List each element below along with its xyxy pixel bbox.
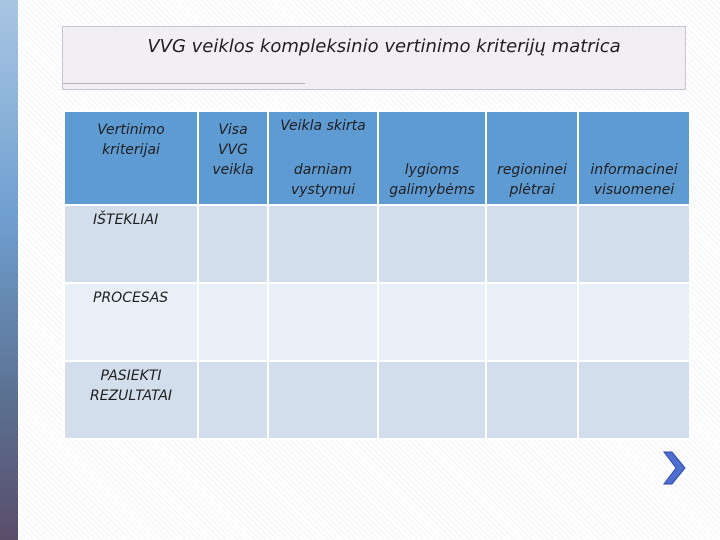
table-cell[interactable]	[378, 361, 486, 439]
header-col-3: regioninei plėtrai	[497, 162, 567, 198]
table-cell[interactable]	[268, 283, 378, 361]
header-whole-activity	[198, 111, 268, 205]
table-cell[interactable]	[198, 205, 268, 283]
table-cell[interactable]	[198, 283, 268, 361]
header-regional-development	[486, 111, 578, 205]
table-cell[interactable]	[578, 283, 690, 361]
header-col-1: darniam vystymui	[290, 162, 356, 198]
row-label	[64, 361, 198, 439]
header-sustainable-development	[268, 111, 378, 205]
table-cell[interactable]	[198, 361, 268, 439]
header-equal-opportunities	[378, 111, 486, 205]
header-col-2: lygioms galimybėms	[389, 162, 475, 198]
row-label-text: PASIEKTI REZULTATAI	[89, 368, 173, 404]
title-box	[62, 26, 686, 90]
table-header-row	[64, 111, 690, 205]
table-cell[interactable]	[486, 283, 578, 361]
table-row	[64, 283, 690, 361]
table-cell[interactable]	[268, 205, 378, 283]
table-cell[interactable]	[578, 205, 690, 283]
criteria-matrix	[63, 110, 691, 440]
header-information-society	[578, 111, 690, 205]
header-col-4: informacinei visuomenei	[590, 162, 678, 198]
table-cell[interactable]	[378, 205, 486, 283]
table-cell[interactable]	[486, 361, 578, 439]
header-criteria-label: Vertinimo kriterijai	[97, 122, 165, 158]
header-whole-activity-label: Visa VVG veikla	[212, 122, 254, 178]
row-label-text: PROCESAS	[93, 290, 169, 306]
table-cell[interactable]	[268, 361, 378, 439]
table-cell[interactable]	[578, 361, 690, 439]
table-cell[interactable]	[486, 205, 578, 283]
row-label-text: IŠTEKLIAI	[93, 212, 159, 228]
left-gradient-stripe	[0, 0, 18, 540]
table-row	[64, 361, 690, 439]
title-underline	[63, 83, 305, 84]
chevron-right-icon[interactable]	[661, 450, 687, 486]
table-row	[64, 205, 690, 283]
row-label	[64, 205, 198, 283]
table-cell[interactable]	[378, 283, 486, 361]
header-group-label: Veikla skirta	[280, 118, 366, 134]
page-title: VVG veiklos kompleksinio vertinimo kriterijų matrica	[147, 36, 621, 57]
row-label	[64, 283, 198, 361]
header-criteria	[64, 111, 198, 205]
